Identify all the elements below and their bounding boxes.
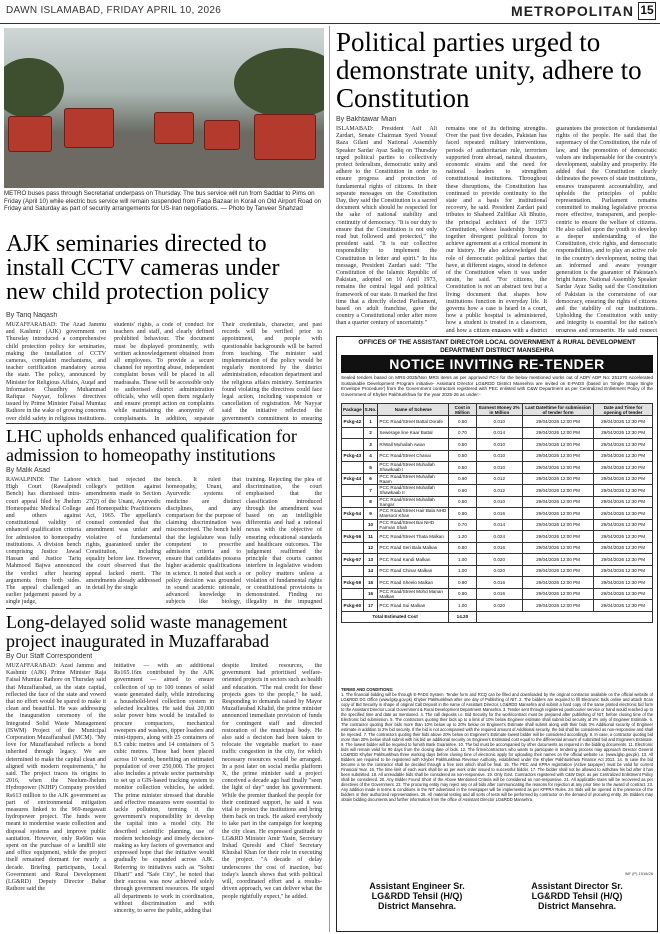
article-politics-col2: remains one of its defining strengths. Over the past five decades, Pakistan has faced repeated military interventions, periods of authoritarian rule, terrorism supported from abroad, natural disasters, economic strains and the need for national leaders to strengthen constitutional institutions. Throughout these disruptions, the Constitution has continued to provide continuity to the state and a basis for institutional recovery, he said. President Zardari paid tributes to Shaheed Zulfikar Ali Bhutto, the principal architect of the 1973 Constitution, whose leadership brought together divergent political forces to achieve agreement at a critical moment in our history. He also acknowledged the role of democratic political parties that have, at different stages, stood in defence of the Constitution when it was under strain, he said. "For citizens, the Constitution is not an abstract text but a living document that shapes how institutions function in everyday life. It governs how a case is heard in a court, how a public hospital is administered, how a student is treated in a classroom, and how a citizen engages with a district xyxy=(446,126,547,332)
table-cell-name: PCC Road Seri Bala Malkan xyxy=(378,542,449,554)
table-cell-cost: 0.80 xyxy=(449,577,476,589)
table-cell-cost: 1.20 xyxy=(449,531,476,543)
table-cell-cost: 1.00 xyxy=(449,565,476,577)
table-row xyxy=(342,496,653,508)
table-cell-name: PCC Road/Street Muhallah Sangar xyxy=(378,496,449,508)
masthead-dateline: DAWN ISLAMABAD, FRIDAY APRIL 10, 2026 xyxy=(6,5,222,16)
table-row xyxy=(342,565,653,577)
byline-politics: By Bakhtawar Mian xyxy=(336,116,397,123)
table-cell-last: 29/04/2026 12:00 PM xyxy=(522,508,593,520)
table-cell-pkg: Pckg-59 xyxy=(342,577,364,589)
table-cell-em: 0.014 xyxy=(476,519,522,531)
table-row xyxy=(342,416,653,428)
table-cell-em: 0.016 xyxy=(476,542,522,554)
divider xyxy=(6,423,322,424)
table-cell-em: 0.010 xyxy=(476,496,522,508)
table-cell-open: 29/04/2026 12:30 PM xyxy=(594,600,653,612)
table-cell-em: 0.012 xyxy=(476,473,522,485)
table-row xyxy=(342,473,653,485)
tender-table xyxy=(341,403,653,623)
article-politics-col3: guarantees the protection of fundamental rights of the people. He said that the supremacy of the Constitution, the rule of law, and the promotion of democratic values are indispensable for the country's development, stability and prosperity. He added that the Constitution clearly delineates the powers of state institutions, ensures transparent accountability, and upholds the principles of public representation. Parliament remains committed to making legislative process more effective, transparent, and people-centric to ensure the welfare of citizens. He also called upon the youth to develop a deeper understanding of the Constitution, civic rights, and democratic responsibilities, and to play an active role in the country's development, noting that an informed and aware younger generation is the guarantor of Pakistan's bright future. National Assembly Speaker Sardar Ayaz Sadiq said the Constitution of Pakistan is the cornerstone of our democracy, ensuring the rights of citizens and the stability of our institutions. Upholding the Constitution with unity and integrity is essential for the nation's progress and prosperity. He said respect xyxy=(556,126,657,332)
table-cell-name: Sewerage line Kaar Battal xyxy=(378,427,449,439)
table-header-cell: Earnest Money 2% in Million xyxy=(476,404,522,416)
table-cell-cost: 0.50 xyxy=(449,462,476,474)
table-row xyxy=(342,542,653,554)
table-row xyxy=(342,600,653,612)
article-slm-col1: MUZAFFARABAD: Azad Jammu and Kashmir (AJK) Prime Minister Raja Faisal Mumtaz Rathore on Thursday said that Muzaffarabad, as the state capital, reflected the face of the state and vowed that no effort would be spared to make it clean and beautiful. He was addressing the inauguration ceremony of the Integrated Solid Waste Management (ISWM) Project of the Municipal Corporation Muzaffarabad (MCM). "My love for Muzaffarabad reflects a bond inherited through legacy. We are determined to make the capital clean and aligned with modern requirements," he said. The project traces its origins to 2016, when the Neelum-Jhelum Hydropower (NJHP) Company provided Rs613 million to the AJK government as part of environmental mitigation measures linked to the 969-megawatt hydropower project. The funds were meant to modernise waste collection and disposal systems and improve public sanitation. However, only Rs66m was spent on the purchase of a landfill site and office equipment, while the project itself remained dormant for nearly a decade. Briefing participants, Local Government and Rural Development (LG&RD) Deputy Director Babar Rathore said the xyxy=(6,663,106,893)
table-cell-name: PCC Road/Street Muhallah Shawkaab II xyxy=(378,485,449,497)
table-cell-pkg xyxy=(342,439,364,451)
table-row xyxy=(342,531,653,543)
table-cell-last: 29/04/2026 12:00 PM xyxy=(522,416,593,428)
sign-left-line3: District Mansehra. xyxy=(377,901,457,911)
table-cell-pkg xyxy=(342,485,364,497)
article-lhc-col1: RAWALPINDI: The Lahore High Court (Rawalpindi Bench) has dismissed intra-court appeal filed by Jhelum Homeopathic Medical College and others against constitutional validity of enhanced qualification criteria for admission to homeopathy institutions. A division bench comprising Justice Jawad Hassan and Justice Tariq Mahmood Bajwa announced the verdict after hearing arguments from both sides. The appeal challenged an earlier judgement passed by a single judge, xyxy=(6,477,81,605)
table-cell-cost: 0.70 xyxy=(449,519,476,531)
table-cell-pkg: Pckg-44 xyxy=(342,473,364,485)
table-cell-sno: 6 xyxy=(363,473,378,485)
table-cell-open: 29/04/2026 12:30 PM xyxy=(594,416,653,428)
table-cell-open: 29/04/2026 12:30 PM xyxy=(594,427,653,439)
total-label: Total Estimated Cost xyxy=(342,611,449,623)
table-cell-em: 0.014 xyxy=(476,427,522,439)
table-cell-name: PCC Road/Street Muhallah Raam xyxy=(378,473,449,485)
table-cell-sno: 4 xyxy=(363,450,378,462)
table-cell-sno: 3 xyxy=(363,439,378,451)
tender-table-body xyxy=(342,416,653,623)
table-cell-last: 29/04/2026 12:00 PM xyxy=(522,519,593,531)
table-cell-open: 29/04/2026 12:30 PM xyxy=(594,577,653,589)
table-cell-cost: 0.80 xyxy=(449,542,476,554)
table-cell-open: 29/04/2026 12:30 PM xyxy=(594,450,653,462)
table-cell-last: 29/04/2026 12:00 PM xyxy=(522,531,593,543)
table-cell-open: 29/04/2026 12:30 PM xyxy=(594,462,653,474)
table-header-cell: Date and Time for opening of tender xyxy=(594,404,653,416)
table-cell-em: 0.016 xyxy=(476,508,522,520)
table-cell-sno: 2 xyxy=(363,427,378,439)
table-header-cell: Package xyxy=(342,404,364,416)
table-cell-open: 29/04/2026 12:30 PM xyxy=(594,439,653,451)
photo-caption: METRO buses pass through Secretariat underpass on Thursday. The bus service will run from Saddar to Pims on Friday (April 10) while electric bus service will remain suspended from Faqa Bazaar in Korail on Old Airport Road on Friday and Saturday as part of security arrangements for US-Iran negotiations. — Photo by Tanveer Shahzad xyxy=(4,190,322,213)
table-cell-name: PCC Road Sheelo Malkan xyxy=(378,577,449,589)
notice-title: NOTICE INVITING RE-TENDER xyxy=(341,355,653,373)
table-cell-name: PCC Road/Street Battal Dorafe xyxy=(378,416,449,428)
table-cell-last: 29/04/2026 12:00 PM xyxy=(522,427,593,439)
terms-and-conditions xyxy=(341,687,653,802)
table-cell-em: 0.016 xyxy=(476,577,522,589)
article-ajk-col2: students' rights, a code of conduct for teachers and staff, and clearly defined prohibited behaviour. The document must be displayed prominently, with written acknowledgement obtained from all employees. To provide a secure channel for reporting abuse, independent complaint boxes will be placed in all madrasahs. These will be accessible only to authorised district administration officials, who will open them regularly and ensure prompt action on complaints while maintaining the anonymity of complainants. In addition, separate xyxy=(114,322,214,422)
article-ajk-col3: Their credentials, character, and past records will be verified prior to appointment, and people with questionable backgrounds will be barred from teaching. The minister said implementation of the policy would be regularly monitored by the district administration, education department and the religious affairs ministry. Seminaries found violating the directives could face legal action, including suspension or cancellation of registration. Mr Nayyar said the initiative reflected the government's commitment to ensuring xyxy=(222,322,322,422)
table-cell-cost: 0.60 xyxy=(449,485,476,497)
headline-political-parties: Political parties urged to demonstrate unity, adhere to Constitution xyxy=(336,28,642,112)
table-cell-pkg xyxy=(342,462,364,474)
table-cell-cost: 0.50 xyxy=(449,416,476,428)
table-cell-sno: 12 xyxy=(363,542,378,554)
table-cell-last: 29/04/2026 12:00 PM xyxy=(522,473,593,485)
table-cell-cost: 0.70 xyxy=(449,427,476,439)
headline-ajk-seminaries: AJK seminaries directed to install CCTV cameras under new child protection policy xyxy=(6,232,280,304)
signature-block-left xyxy=(347,881,487,911)
table-header-cell: S.No. xyxy=(363,404,378,416)
sign-right-line3: District Mansehra. xyxy=(537,901,617,911)
table-cell-sno: 14 xyxy=(363,565,378,577)
table-cell-last: 29/04/2026 12:00 PM xyxy=(522,600,593,612)
table-row xyxy=(342,462,653,474)
table-cell-pkg xyxy=(342,427,364,439)
table-cell-name: PCC Road/Street Thata Malkan xyxy=(378,531,449,543)
table-row xyxy=(342,519,653,531)
table-cell-cost: 0.50 xyxy=(449,450,476,462)
table-cell-cost: 0.60 xyxy=(449,473,476,485)
table-cell-em: 0.010 xyxy=(476,439,522,451)
table-cell-sno: 9 xyxy=(363,508,378,520)
table-cell-sno: 5 xyxy=(363,462,378,474)
table-cell-cost: 0.80 xyxy=(449,588,476,600)
table-cell-cost: 0.50 xyxy=(449,439,476,451)
table-cell-em: 0.020 xyxy=(476,565,522,577)
table-cell-pkg xyxy=(342,519,364,531)
table-cell-last: 29/04/2026 12:00 PM xyxy=(522,496,593,508)
table-cell-name: PCC Road Chinar Malkan xyxy=(378,565,449,577)
table-cell-open: 29/04/2026 12:30 PM xyxy=(594,485,653,497)
byline-solid-waste: By Our Staff Correspondent xyxy=(6,653,93,660)
article-politics-col1: ISLAMABAD: President Asif Ali Zardari, Senate Chairman Syed Yousuf Raza Gilani and National Assembly Speaker Sardar Ayaz Sadiq on Thursday urged political parties to collectively protect federalism, democratic unity and adhere to the Constitution in order to ensure progress and protection of fundamental rights of citizens. In their separate messages on the Constitution Day, they said the Constitution is a sacred document which should be respected for the sake of national stability and continuity of democracy. "It is our duty to ensure that the Constitution is not only read but followed and protected," the president said. "It is our collective responsibility to implement the Constitution in letter and spirit." In his message, President Zardari said: "The Constitution of the Islamic Republic of Pakistan, adopted on 10 April 1973, remains the central legal and political framework of our state. It marked the first time that a directly elected Parliament, based on adult franchise, gave the country a Constitutional order after more than a quarter century of uncertainty." xyxy=(336,126,437,327)
table-cell-open: 29/04/2026 12:30 PM xyxy=(594,554,653,566)
table-cell-last: 29/04/2026 12:00 PM xyxy=(522,565,593,577)
article-lhc-col4: training. Rejecting the plea of discrimination, the court emphasised that the classification introduced through the amendment was based on an intelligible differentia and had a rational nexus with the objective of ensuring educational standards and healthcare outcomes. The judgement reaffirmed the principle that courts cannot interfere in legislative wisdom or policy matters unless a violation of fundamental rights or constitutional provisions is demonstrated. Finding no illegality in the impugned xyxy=(246,477,322,605)
table-cell-last: 29/04/2026 12:00 PM xyxy=(522,450,593,462)
table-cell-cost: 0.50 xyxy=(449,496,476,508)
sign-left-line2: LG&RDD Tehsil (H/Q) xyxy=(371,891,463,901)
total-filler xyxy=(476,611,652,623)
table-cell-cost: 1.00 xyxy=(449,554,476,566)
table-cell-pkg: Pckg-57 xyxy=(342,554,364,566)
table-cell-em: 0.010 xyxy=(476,462,522,474)
table-row xyxy=(342,508,653,520)
table-cell-pkg: Pckg-42 xyxy=(342,416,364,428)
table-row xyxy=(342,588,653,600)
table-cell-pkg: Pckg-60 xyxy=(342,600,364,612)
table-cell-sno: 17 xyxy=(363,600,378,612)
table-cell-open: 29/04/2026 12:30 PM xyxy=(594,542,653,554)
table-cell-pkg xyxy=(342,542,364,554)
section-title: METROPOLITAN xyxy=(511,3,634,19)
table-cell-last: 29/04/2026 12:00 PM xyxy=(522,588,593,600)
byline-lhc: By Malik Asad xyxy=(6,467,50,474)
table-cell-em: 0.020 xyxy=(476,600,522,612)
table-cell-open: 29/04/2026 12:30 PM xyxy=(594,508,653,520)
table-cell-open: 29/04/2026 12:30 PM xyxy=(594,519,653,531)
table-cell-sno: 11 xyxy=(363,531,378,543)
table-cell-open: 29/04/2026 12:30 PM xyxy=(594,565,653,577)
table-cell-name: PCC Road/Street Hair Bala NHD Mansoor Khan xyxy=(378,508,449,520)
table-cell-em: 0.010 xyxy=(476,416,522,428)
table-row xyxy=(342,450,653,462)
table-row xyxy=(342,439,653,451)
table-cell-name: PCC Road/Street Chanai xyxy=(378,450,449,462)
table-cell-sno: 15 xyxy=(363,577,378,589)
article-slm-col3: despite limited resources, the government had prioritised welfare-oriented projects in sectors such as health and education. "The real credit for these projects goes to the people," he said. Responding to demands raised by Mayor Muzaffarabad Khalid, the prime minister announced immediate provision of funds for contingent staff and directed restoration of the municipal body. He also said a decision had been taken to relocate the vegetable market to ease traffic congestion in the city, for which necessary resources would be arranged. In a post later on social media platform X, the prime minister said a project conceived a decade ago had finally "seen the light of day" under his government. While the premier thanked the people for their continued support, he said it was vital to protect the institutions and bring them back on track. He asked everybody to take part in the campaign for keeping the city clean. He expressed gratitude to LG&RD Minister Amir Yasin, Secretary Irshad Qureshi and Chief Secretary Khushal Khan for their role in executing the project. "A decade of delay underscores the cost of inaction, but today's launch shows that with political will, coordinated effort and a results-driven approach, we can deliver what the people rightfully expect," he added. xyxy=(222,663,322,900)
table-cell-em: 0.020 xyxy=(476,554,522,566)
table-cell-cost: 1.00 xyxy=(449,600,476,612)
table-row xyxy=(342,554,653,566)
table-cell-sno: 7 xyxy=(363,485,378,497)
page-number: 15 xyxy=(638,2,656,20)
table-cell-pkg: Pckg-54 xyxy=(342,508,364,520)
table-cell-cost: 0.80 xyxy=(449,508,476,520)
table-cell-sno: 16 xyxy=(363,588,378,600)
table-cell-em: 0.016 xyxy=(476,588,522,600)
table-cell-open: 29/04/2026 12:30 PM xyxy=(594,531,653,543)
table-cell-name: PCC Road/Street Bai NHD Farman Shah xyxy=(378,519,449,531)
terms-heading: TERMS AND CONDITIONS: xyxy=(341,687,394,692)
table-header-cell: Last Date/time for submission of tender form xyxy=(522,404,593,416)
table-cell-name: PCC Road Kandi Malkan xyxy=(378,554,449,566)
table-cell-sno: 1 xyxy=(363,416,378,428)
table-cell-name: PCC Road/Street Mohd Manan Malkan xyxy=(378,588,449,600)
masthead xyxy=(0,0,660,24)
byline-ajk: By Tariq Naqash xyxy=(6,312,58,319)
table-row xyxy=(342,485,653,497)
sign-right-line2: LG&RDD Tehsil (H/Q) xyxy=(531,891,623,901)
table-cell-pkg: Pckg-56 xyxy=(342,531,364,543)
sign-left-line1: Assistant Engineer Sr. xyxy=(369,881,465,891)
notice-intro: Sealed tenders based on MRS-2025/Non MRS items as per approved PC-I for the below mentioned works out of ADP/ ADP No: 251270 Accelerated Sustainable Development Program initiative- Assistant Director LG&RDD District Mansehra are invited on E-PADS (based on 'Single Stage Single Envelope Procedure') from the Government contractors registered with PEC enlisted with C&W Department as per Centralized Enlistment Policy of the Government of Khyber Pakhtunkhwa for the year 2025-26 as under:- xyxy=(341,375,653,397)
table-cell-sno: 10 xyxy=(363,519,378,531)
tender-notice-advert xyxy=(336,336,658,932)
table-row xyxy=(342,427,653,439)
table-cell-em: 0.012 xyxy=(476,485,522,497)
headline-lhc-homeopathy: LHC upholds enhanced qualification for admission to homeopathy institutions xyxy=(6,427,297,465)
tender-table-header xyxy=(342,404,653,416)
article-ajk-col1: MUZAFFARABAD: The Azad Jammu and Kashmir (AJK) government on Thursday introduced a comprehensive child protection policy for seminaries, making the installation of CCTV cameras, complaint mechanisms, and teacher certification mandatory across the state. The policy, announced by Minister for Religious Affairs, Auqaf and Information Chaudhry Muhammad Rafique Nayyar, follows directives issued by Prime Minister Faisal Mumtaz Rathore in the wake of growing concerns over child safety in religious institutions. xyxy=(6,322,106,422)
table-cell-last: 29/04/2026 12:00 PM xyxy=(522,485,593,497)
table-cell-open: 29/04/2026 12:30 PM xyxy=(594,588,653,600)
table-cell-sno: 8 xyxy=(363,496,378,508)
terms-text: 1. The financial bidding will be through E-PADS System. Tender form and RCQ can be filled and downloaded by the original contractor available on the official website of LG&RDD DG Office (www.lgkp.gov.pk) Khyber Pakhtunkhwa after one day of Publishing of NIT. 2. The bidders are required to fill Electronic Bids online and attach Scan copy of Bid Security in shape of original Call Deposit in the name of Assistant Director, LG&RDD Mansehra and submit a hard copy of the same printed electronic bid form to the Assistant Director Local Government & Rural Development Department Mansehra. 3. Tender sent through registered post/courier service or hand would reached up to the specified time and date as mentioned. 4. The call deposits i.e. Bid Security for the work/contract must be prepared after publishing of NIT, before closing time of the Electronic bid submission. 5. The contractors quoting their bids up to a limit of 10% below Engineer estimate shall submit bid security at 2% only of Engineer Estimate. 6. The contractor quoting their bids more than 10% below up to 20% below on Engineer's Estimate shall submit along with their bids 3% Additional security of Engineer estimate in addition to 2% bid security. If the bid is not accompanied with the required amount of Additional security, the bid shall be considered as non-responsive and shall be rejected. 7. The contractors quoting their bids above 20% below on Engineer's Estimate lowest bidder will be considered accordingly. 8. In case, a contractor quoting bid more than 20% below shall submit with his bid an additional security on Engineers Estimated cost equal to the differential amount of submitted bid and Engineers Estimate. 9. The lowest bidder will be required to furnish Bank Guarantee. 10. The bid must be accompanied by other documents as required in the bidding documents. 11. Electronic bids will remain valid for 90 days from the closing date of bids. 12. The firms/contractors who wants to participate in tendering process may approach Director General LG&RDD Khyber Pakhtunkhwa three working days before closing time of electronic apply for uploading their names on the official website i.e. (www.lgkp.gov.pk). 13. All Bidders are required to be registered with Khyber Pakhtunkhwa Revenue Authority, established under the Khyber Pakhtunkhwa Finance Act 2013. 14. In case the bid become a tie the contractor shall be decided through a free toss which shall be final. 15. The PEC and KPRA registration (Active taxpayer) must be valid for current Financial Year. 16. The time limit of each work shall be as per work order issued to successful bidder. 17. The bidder shall not be allowed to withdraw his bid after it has been submitted. 18. All unreadable bids shall be considered as non-responsive. 19. Only Govt. Contractors registered with C&W Dept. as per Centralized Enlistment Policy shall be considered. 20. Any Bidder Found Short of the Above Mentioned Criteria will be considered as non-responsive. 21. All applicable taxes will be recovered as per directives of the Government. 22. The procuring entity may reject any or all bids after communicating the reasons for rejection at any prior time to the award of contract. 23. Any addition made in terms & conditions in the NIT advertised in the newspaper will be implemented as per KPPRA Rules. 24. Bids will be opened in the presence of the bidders or their authorized representatives. 25. All material testing and all sorts of tests will be performed by contractor on the demand of procuring entity. 26. Bidders may obtain bidding documents and further information from the office of Assistant Director LG&RDD Mansehra. xyxy=(341,692,653,802)
column-divider xyxy=(329,26,330,932)
divider xyxy=(6,608,322,609)
table-cell-em: 0.024 xyxy=(476,531,522,543)
table-cell-open: 29/04/2026 12:30 PM xyxy=(594,473,653,485)
table-cell-pkg xyxy=(342,496,364,508)
article-lhc-col3: bench. It ruled that homeopathy, Unani, and Ayurvedic systems of medicine are distinct disciplines, and any comparison for the purpose of claiming discrimination was misconceived. The bench held that the legislature was fully competent to prescribe admission criteria and to ensure that candidates possess higher academic qualifications in science. It noted that such a policy decision was grounded in sound academic rationale, advanced knowledge in subjects like biology, xyxy=(166,477,241,605)
table-cell-name: R/Wall Muhallah Awan xyxy=(378,439,449,451)
news-photo-metro-buses xyxy=(4,28,324,188)
table-cell-last: 29/04/2026 12:00 PM xyxy=(522,542,593,554)
table-cell-name: PCC Road Sui Malkan xyxy=(378,600,449,612)
signature-block-right xyxy=(507,881,647,911)
total-value: 14.20 xyxy=(449,611,476,623)
article-lhc-col2: which had rejected the college's petition against amendments made to Section 27(2) of the Unani, Ayurvedic and Homeopathic Practitioners Act, 1965. The appellant's counsel contended that the amendment was unfair and violative of fundamental rights, guaranteed under the Constitution, including equality before law. However, the court observed that the appeal lacked merit. The amendments already addressed in detail by the single xyxy=(86,477,161,592)
table-cell-last: 29/04/2026 12:00 PM xyxy=(522,554,593,566)
sign-right-line1: Assistant Director Sr. xyxy=(531,881,623,891)
headline-solid-waste: Long-delayed solid waste management project inaugurated in Muzaffarabad xyxy=(6,613,288,651)
table-header-cell: Name of Scheme xyxy=(378,404,449,416)
table-cell-last: 29/04/2026 12:00 PM xyxy=(522,462,593,474)
table-total-row xyxy=(342,611,653,623)
table-row xyxy=(342,577,653,589)
notice-reference: INF (P) 1516/26 xyxy=(624,871,653,876)
table-header-cell: Cost in Million xyxy=(449,404,476,416)
table-cell-sno: 13 xyxy=(363,554,378,566)
table-cell-name: PCC Road/Street Muhallah Shawkaab I xyxy=(378,462,449,474)
table-cell-pkg xyxy=(342,565,364,577)
notice-office-line: OFFICES OF THE ASSISTANT DIRECTOR LOCAL GOVERNMENT & RURAL DEVELOPMENT DEPARTMENT DISTRICT MANSEHRA xyxy=(358,339,636,354)
table-cell-em: 0.010 xyxy=(476,450,522,462)
table-cell-open: 29/04/2026 12:30 PM xyxy=(594,496,653,508)
article-slm-col2: initiative — with an additional Rs165.16m contributed by the AJK government — aimed to ensure collection of up to 100 tonnes of solid waste generated daily, while introducing a household-level collection system in selected localities. He said that 20,000 solar power bins would be installed to procure compactors, mechanical sweepers and washers, tipper loaders and mini-tippers, along with 25 containers of 8.5 cubic metres and 14 containers of 5 cubic metres. These had been placed across 10 wards, benefiting an estimated population of over 250,000. The project also includes a private sector partnership to set up a GIS-based tracking system to monitor collection vehicles, he added. The prime minister stressed that durable and effective measures were essential to tackle pollution, terming it the government's responsibility to develop the capital into a model city. He described scientific planning, use of modern technology and timely decision-making as key factors of governance and expressed hope that the initiative would gradually be expanded across AJK. Referring to initiatives such as "Sohni Dharti" and "Safe City", he noted that their success was now achieved solely through government resources. He urged all departments to work in coordination, without discrimination and with sincerity, to serve the public, adding that xyxy=(114,663,214,914)
table-cell-pkg: Pckg-43 xyxy=(342,450,364,462)
table-cell-last: 29/04/2026 12:00 PM xyxy=(522,577,593,589)
table-cell-pkg xyxy=(342,588,364,600)
table-cell-last: 29/04/2026 12:00 PM xyxy=(522,439,593,451)
